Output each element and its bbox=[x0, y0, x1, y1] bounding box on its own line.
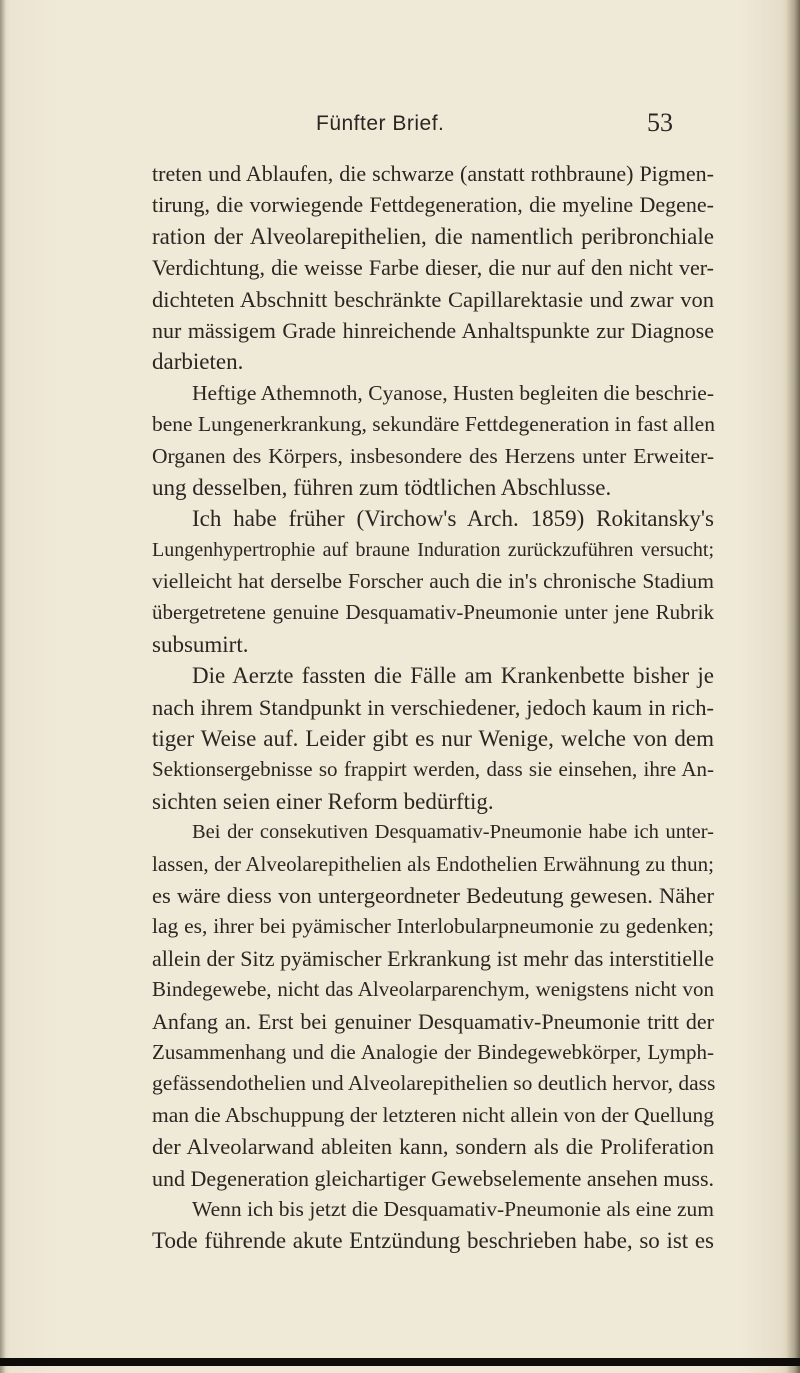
text-line: tirung, die vorwiegende Fettdegeneration, die myeline Degene- bbox=[152, 192, 714, 218]
text-line: der Alveolarwand ableiten kann, sondern als die Proliferation bbox=[152, 1134, 714, 1160]
page-header bbox=[0, 108, 800, 142]
text-line: und Degeneration gleichartiger Gewebselemente ansehen muss. bbox=[152, 1165, 715, 1191]
text-line: Organen des Körpers, insbesondere des Herzens unter Erweiter- bbox=[152, 443, 714, 468]
text-line: Zusammenhang und die Analogie der Bindegewebkörper, Lymph- bbox=[152, 1039, 714, 1064]
text-line: gefässendothelien und Alveolarepithelien so deutlich hervor, dass bbox=[152, 1071, 716, 1096]
text-line: sichten seien einer Reform bedürftig. bbox=[152, 788, 494, 814]
text-line: übergetretene genuine Desquamativ-Pneumonie unter jene Rubrik bbox=[152, 600, 714, 625]
page-number: 53 bbox=[647, 108, 673, 137]
text-line: Lungenhypertrophie auf braune Induration zurückzuführen versucht; bbox=[152, 538, 714, 561]
text-line: Bei der consekutiven Desquamativ-Pneumonie habe ich unter- bbox=[192, 821, 714, 844]
text-line: subsumirt. bbox=[152, 631, 249, 657]
text-line: Verdichtung, die weisse Farbe dieser, die nur auf den nicht ver- bbox=[152, 255, 714, 281]
text-line: allein der Sitz pyämischer Erkrankung ist mehr das interstitielle bbox=[152, 945, 714, 971]
text-line: lag es, ihrer bei pyämischer Interlobularpneumonie zu gedenken; bbox=[152, 914, 714, 939]
text-line: treten und Ablaufen, die schwarze (anstatt rothbraune) Pigmen- bbox=[152, 161, 714, 186]
text-line: ung desselben, führen zum tödtlichen Abschlusse. bbox=[152, 474, 612, 500]
binding-shadow bbox=[786, 0, 800, 1373]
text-line: Sektionsergebnisse so frappirt werden, dass sie einsehen, ihre An- bbox=[152, 757, 714, 782]
text-line: Tode führende akute Entzündung beschrieben habe, so ist es bbox=[152, 1228, 714, 1254]
text-line: nach ihrem Standpunkt in verschiedener, jedoch kaum in rich- bbox=[152, 694, 714, 720]
running-head: Fünfter Brief. bbox=[316, 112, 445, 135]
page-edge-shadow bbox=[0, 0, 6, 1373]
body-text bbox=[152, 158, 714, 1257]
text-line: man die Abschuppung der letzteren nicht allein von der Quellung bbox=[152, 1102, 714, 1127]
text-line: nur mässigem Grade hinreichende Anhaltspunkte zur Diagnose bbox=[152, 317, 714, 343]
text-line: vielleicht hat derselbe Forscher auch die in's chronische Stadium bbox=[152, 569, 714, 594]
text-line: dichteten Abschnitt beschränkte Capillarektasie und zwar von bbox=[152, 286, 714, 312]
text-line: Die Aerzte fassten die Fälle am Krankenbette bisher je bbox=[192, 663, 714, 689]
text-line: Bindegewebe, nicht das Alveolarparenchym, wenigstens nicht von bbox=[152, 977, 714, 1002]
text-line: ration der Alveolarepithelien, die namentlich peribronchiale bbox=[152, 223, 714, 249]
text-line: darbieten. bbox=[152, 349, 244, 375]
bottom-edge-band bbox=[0, 1358, 800, 1366]
text-line: Heftige Athemnoth, Cyanose, Husten begleiten die beschrie- bbox=[192, 380, 714, 405]
text-line: Anfang an. Erst bei genuiner Desquamativ-Pneumonie tritt der bbox=[152, 1008, 714, 1034]
text-line: bene Lungenerkrankung, sekundäre Fettdegeneration in fast allen bbox=[152, 412, 715, 437]
text-line: Ich habe früher (Virchow's Arch. 1859) Rokitansky's bbox=[192, 506, 714, 532]
text-line: Wenn ich bis jetzt die Desquamativ-Pneumonie als eine zum bbox=[192, 1196, 714, 1221]
text-line: lassen, der Alveolarepithelien als Endothelien Erwähnung zu thun; bbox=[152, 851, 714, 876]
text-line: es wäre diess von untergeordneter Bedeutung gewesen. Näher bbox=[152, 882, 714, 908]
text-line: tiger Weise auf. Leider gibt es nur Wenige, welche von dem bbox=[152, 726, 714, 752]
